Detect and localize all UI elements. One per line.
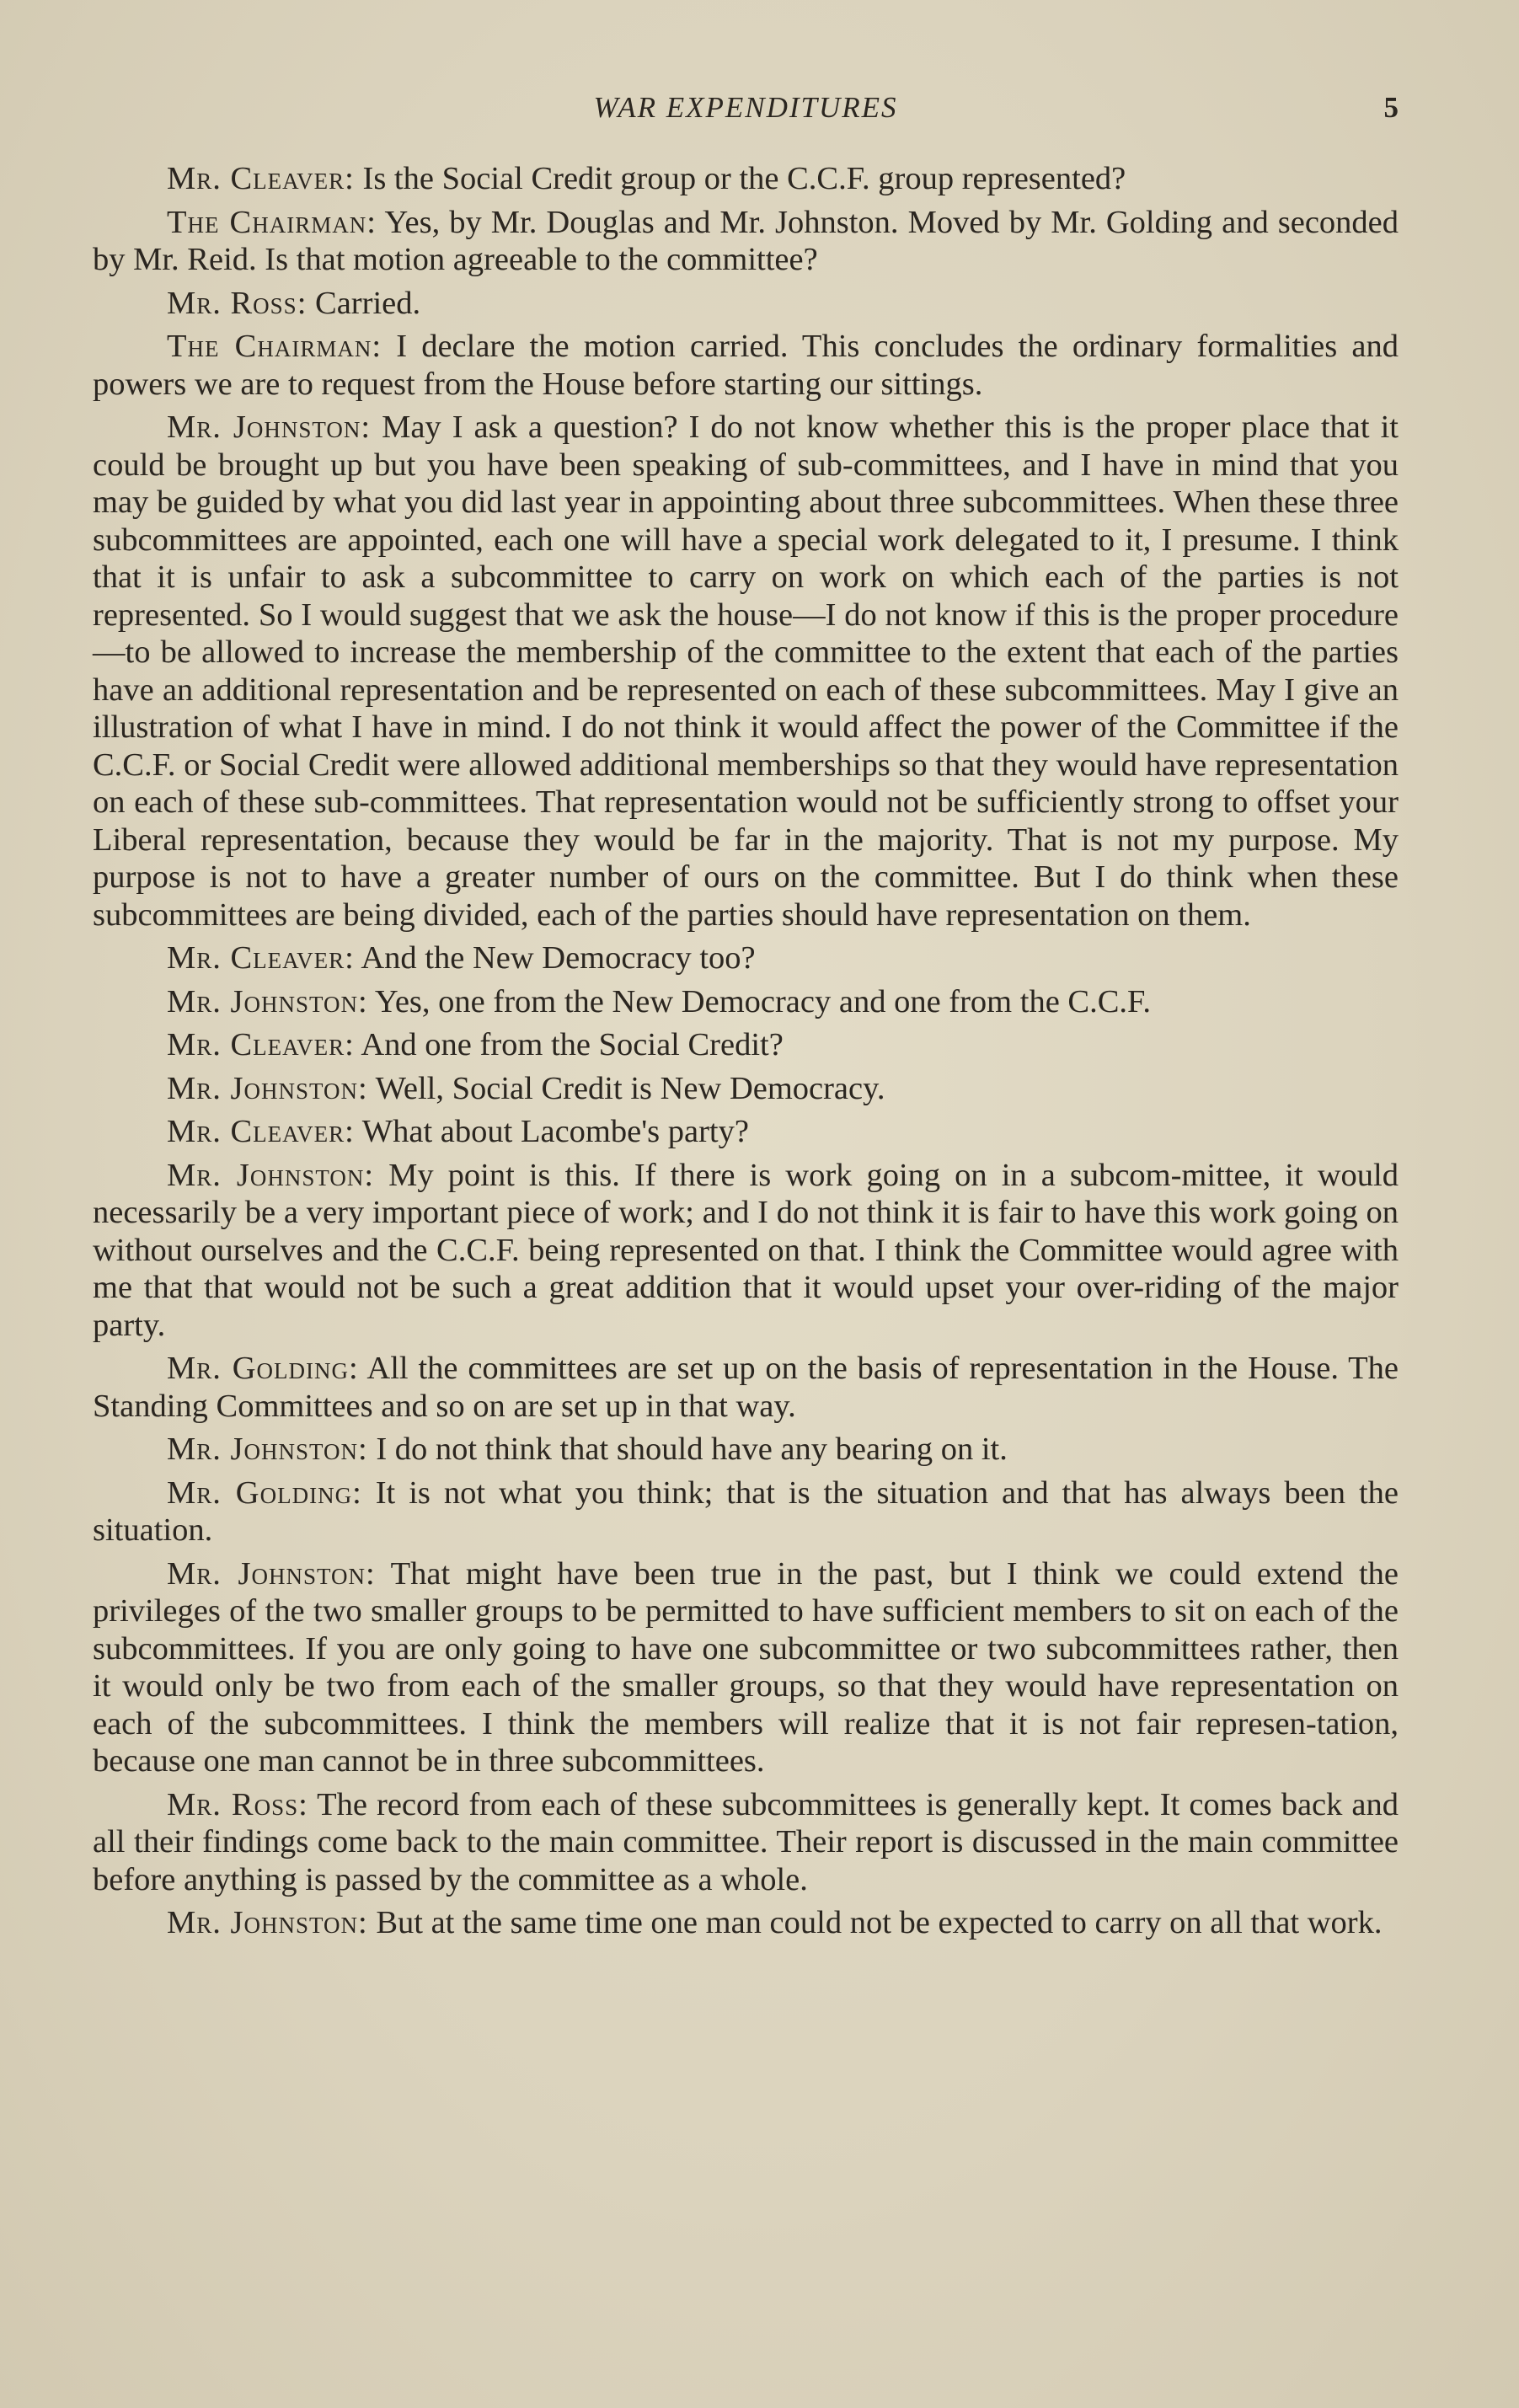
transcript-paragraph	[93, 285, 1399, 323]
transcript-paragraph	[93, 160, 1399, 198]
running-head: WAR EXPENDITURES	[593, 91, 898, 124]
transcript-paragraph	[93, 1157, 1399, 1345]
speaker-name: The Chairman:	[167, 204, 377, 240]
speech-text: What about Lacombe's party?	[354, 1114, 749, 1149]
speaker-name: Mr. Ross:	[167, 1786, 308, 1822]
transcript-paragraph	[93, 409, 1399, 934]
speech-text: Is the Social Credit group or the C.C.F. group represented?	[354, 161, 1126, 196]
speaker-name: Mr. Cleaver:	[167, 1027, 355, 1062]
transcript-paragraph	[93, 204, 1399, 279]
speech-text: Yes, by Mr. Douglas and Mr. Johnston. Moved by Mr. Golding and seconded by Mr. Reid. Is that motion agreeable to the committee?	[93, 204, 1399, 277]
speaker-name: Mr. Johnston:	[167, 983, 368, 1019]
speech-text: And the New Democracy too?	[354, 940, 756, 976]
page-number: 5	[1383, 91, 1399, 124]
speaker-name: Mr. Cleaver:	[167, 161, 355, 196]
transcript-paragraph	[93, 1474, 1399, 1549]
transcript-paragraph	[93, 1350, 1399, 1425]
transcript-paragraph	[93, 1431, 1399, 1469]
speech-text: May I ask a question? I do not know whether this is the proper place that it could be brought up but you have been speaking of sub-committees, and I have in mind that you may be guided by what you did last year in appointing about three subcommittees. When these three subcommittees are appointed, each one will have a special work delegated to it, I presume. I think that it is unfair to ask a subcommittee to carry on work on which each of the parties is not represented. So I would suggest that we ask the house—I do not know if this is the proper procedure—to be allowed to increase the membership of the committee to the extent that each of the parties have an additional representation and be represented on each of these subcommittees. May I give an illustration of what I have in mind. I do not think it would affect the power of the Committee if the C.C.F. or Social Credit were allowed additional memberships so that they would have representation on each of these sub-committees. That representation would not be sufficiently strong to offset your Liberal representation, because they would be far in the majority. That is not my purpose. My purpose is not to have a greater number of ours on the committee. But I do think when these subcommittees are being divided, each of the parties should have representation on them.	[93, 409, 1399, 933]
speaker-name: Mr. Johnston:	[167, 1431, 368, 1467]
transcript-paragraph	[93, 1113, 1399, 1151]
speaker-name: Mr. Johnston:	[167, 1555, 376, 1592]
speaker-name: Mr. Golding:	[167, 1351, 359, 1386]
transcript-paragraph	[93, 1904, 1399, 1942]
speaker-name: Mr. Johnston:	[167, 1157, 375, 1193]
speech-text: It is not what you think; that is the situation and that has always been the situation.	[93, 1474, 1399, 1548]
speech-text: And one from the Social Credit?	[354, 1027, 784, 1062]
speech-text: The record from each of these subcommittees is generally kept. It comes back and all their findings come back to the main committee. Their report is discussed in the main committee before anything is passed by the committee as a whole.	[93, 1786, 1399, 1897]
speech-text: Carried.	[307, 285, 421, 321]
transcript-body	[93, 160, 1399, 1948]
speaker-name: Mr. Ross:	[167, 285, 308, 321]
speech-text: But at the same time one man could not be expected to carry on all that work.	[367, 1905, 1383, 1940]
speech-text: All the committees are set up on the basis of representation in the House. The Standing Committees and so on are set up in that way.	[93, 1351, 1399, 1424]
transcript-paragraph	[93, 939, 1399, 977]
speech-text: Well, Social Credit is New Democracy.	[367, 1070, 885, 1106]
speaker-name: Mr. Johnston:	[167, 409, 372, 445]
transcript-paragraph	[93, 1026, 1399, 1064]
speaker-name: Mr. Golding:	[167, 1474, 362, 1511]
page-header	[93, 91, 1399, 133]
speech-text: My point is this. If there is work going on in a subcom-mittee, it would necessarily be a very important piece of work; and I do not think it is fair to have this work going on without ourselves and the C.C.F. being represented on that. I think the Committee would agree with me that that would not be such a great addition that it would upset your over-riding of the major party.	[93, 1157, 1399, 1343]
speaker-name: Mr. Cleaver:	[167, 940, 355, 976]
speaker-name: Mr. Cleaver:	[167, 1114, 355, 1149]
transcript-paragraph	[93, 983, 1399, 1021]
transcript-paragraph	[93, 1786, 1399, 1899]
speaker-name: Mr. Johnston:	[167, 1905, 368, 1940]
speaker-name: Mr. Johnston:	[167, 1070, 368, 1106]
speech-text: Yes, one from the New Democracy and one from the C.C.F.	[367, 983, 1151, 1019]
transcript-paragraph	[93, 328, 1399, 403]
speech-text: I do not think that should have any bearing on it.	[367, 1431, 1008, 1467]
transcript-paragraph	[93, 1555, 1399, 1780]
transcript-paragraph	[93, 1070, 1399, 1108]
speech-text: That might have been true in the past, but I think we could extend the privileges of the two smaller groups to be permitted to have sufficient members to sit on each of the subcommittees. If you are only going to have one subcommittee or two subcommittees rather, then it would only be two from each of the smaller groups, so that they would have representation on each of the subcommittees. I think the members will realize that it is not fair represen-tation, because one man cannot be in three subcommittees.	[93, 1555, 1399, 1779]
speech-text: I declare the motion carried. This concludes the ordinary formalities and powers we are to request from the House before starting our sittings.	[93, 329, 1399, 402]
speaker-name: The Chairman:	[167, 329, 382, 364]
